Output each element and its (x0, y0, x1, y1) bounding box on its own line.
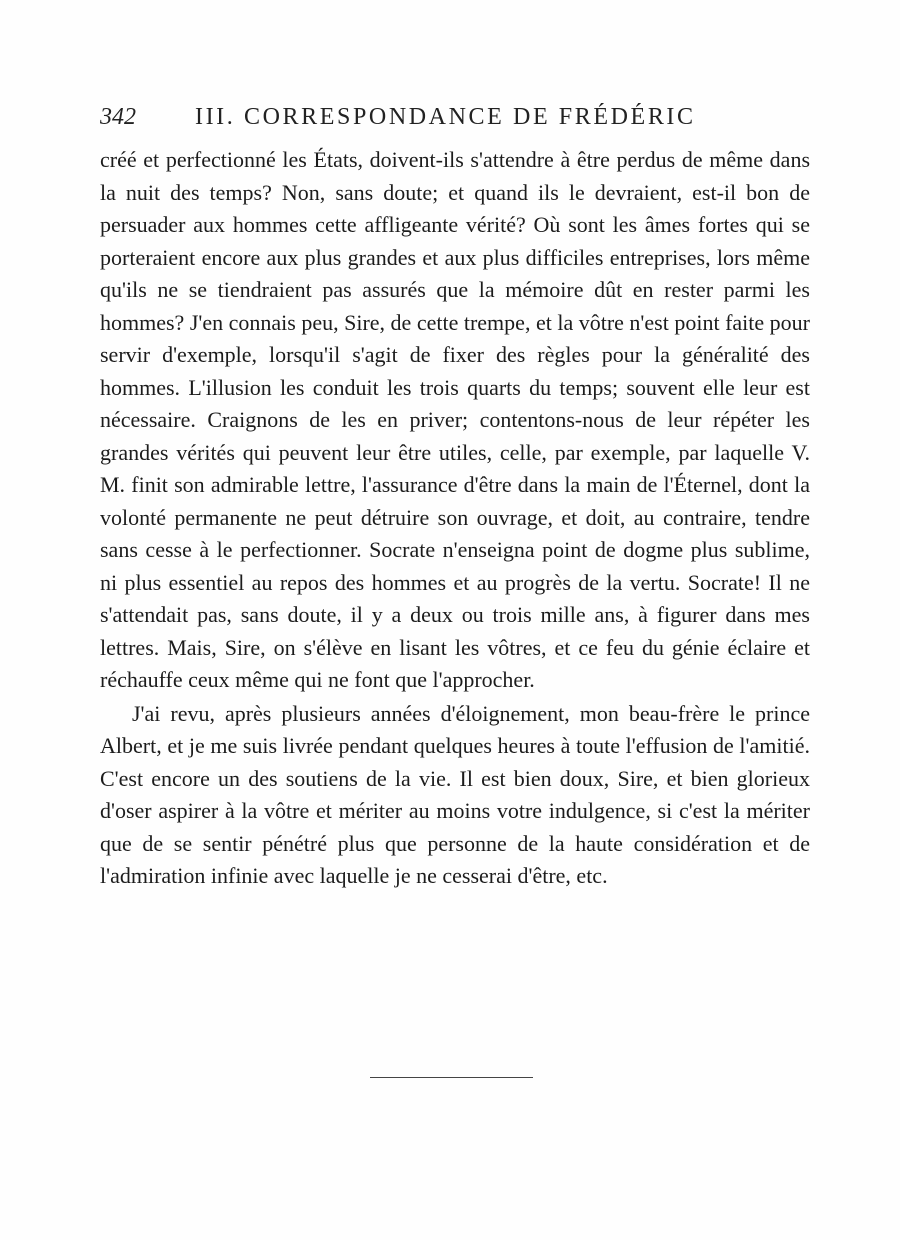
body-text (100, 144, 810, 893)
closing-rule (370, 1077, 533, 1078)
paragraph-2: J'ai revu, après plusieurs années d'éloignement, mon beau-frère le prince Albert, et je me suis livrée pendant quelques heures à toute l'effusion de l'amitié. C'est encore un des soutiens de la vie. Il est bien doux, Sire, et bien glorieux d'oser aspirer à la vôtre et mériter au moins votre indulgence, si c'est la mériter que de se sentir pénétré plus que personne de la haute considération et de l'admiration infinie avec laquelle je ne cesserai d'être, etc. (100, 700, 810, 888)
running-head (100, 100, 810, 140)
running-head-title: III. CORRESPONDANCE DE FRÉDÉRIC (195, 104, 696, 130)
paragraph-1: créé et perfectionné les États, doivent-ils s'attendre à être perdus de même dans la nuit des temps? Non, sans doute; et quand ils le devraient, est-il bon de persuader aux hommes cette affligeante vérité? Où sont les âmes fortes qui se porteraient encore aux plus grandes et aux plus difficiles entreprises, lors même qu'ils ne se tiendraient pas assurés que la mémoire dût en rester parmi les hommes? J'en connais peu, Sire, de cette trempe, et la vôtre n'est point faite pour servir d'exemple, lorsqu'il s'agit de fixer des règles pour la généralité des hommes. L'illusion les conduit les trois quarts du temps; souvent elle leur est nécessaire. Craignons de les en priver; contentons-nous de leur répéter les grandes vérités qui peuvent leur être utiles, celle, par exemple, par laquelle V. M. finit son admirable lettre, l'assurance d'être dans la main de l'Éternel, dont la volonté permanente ne peut détruire son ouvrage, et doit, au contraire, tendre sans cesse à le perfectionner. Socrate n'enseigna point de dogme plus sublime, ni plus essentiel au repos des hommes et au progrès de la vertu. Socrate! Il ne s'attendait pas, sans doute, il y a deux ou trois mille ans, à figurer dans mes lettres. Mais, Sire, on s'élève en lisant les vôtres, et ce feu du génie éclaire et réchauffe ceux même qui ne font que l'approcher. (100, 147, 810, 692)
page-number: 342 (100, 104, 136, 130)
